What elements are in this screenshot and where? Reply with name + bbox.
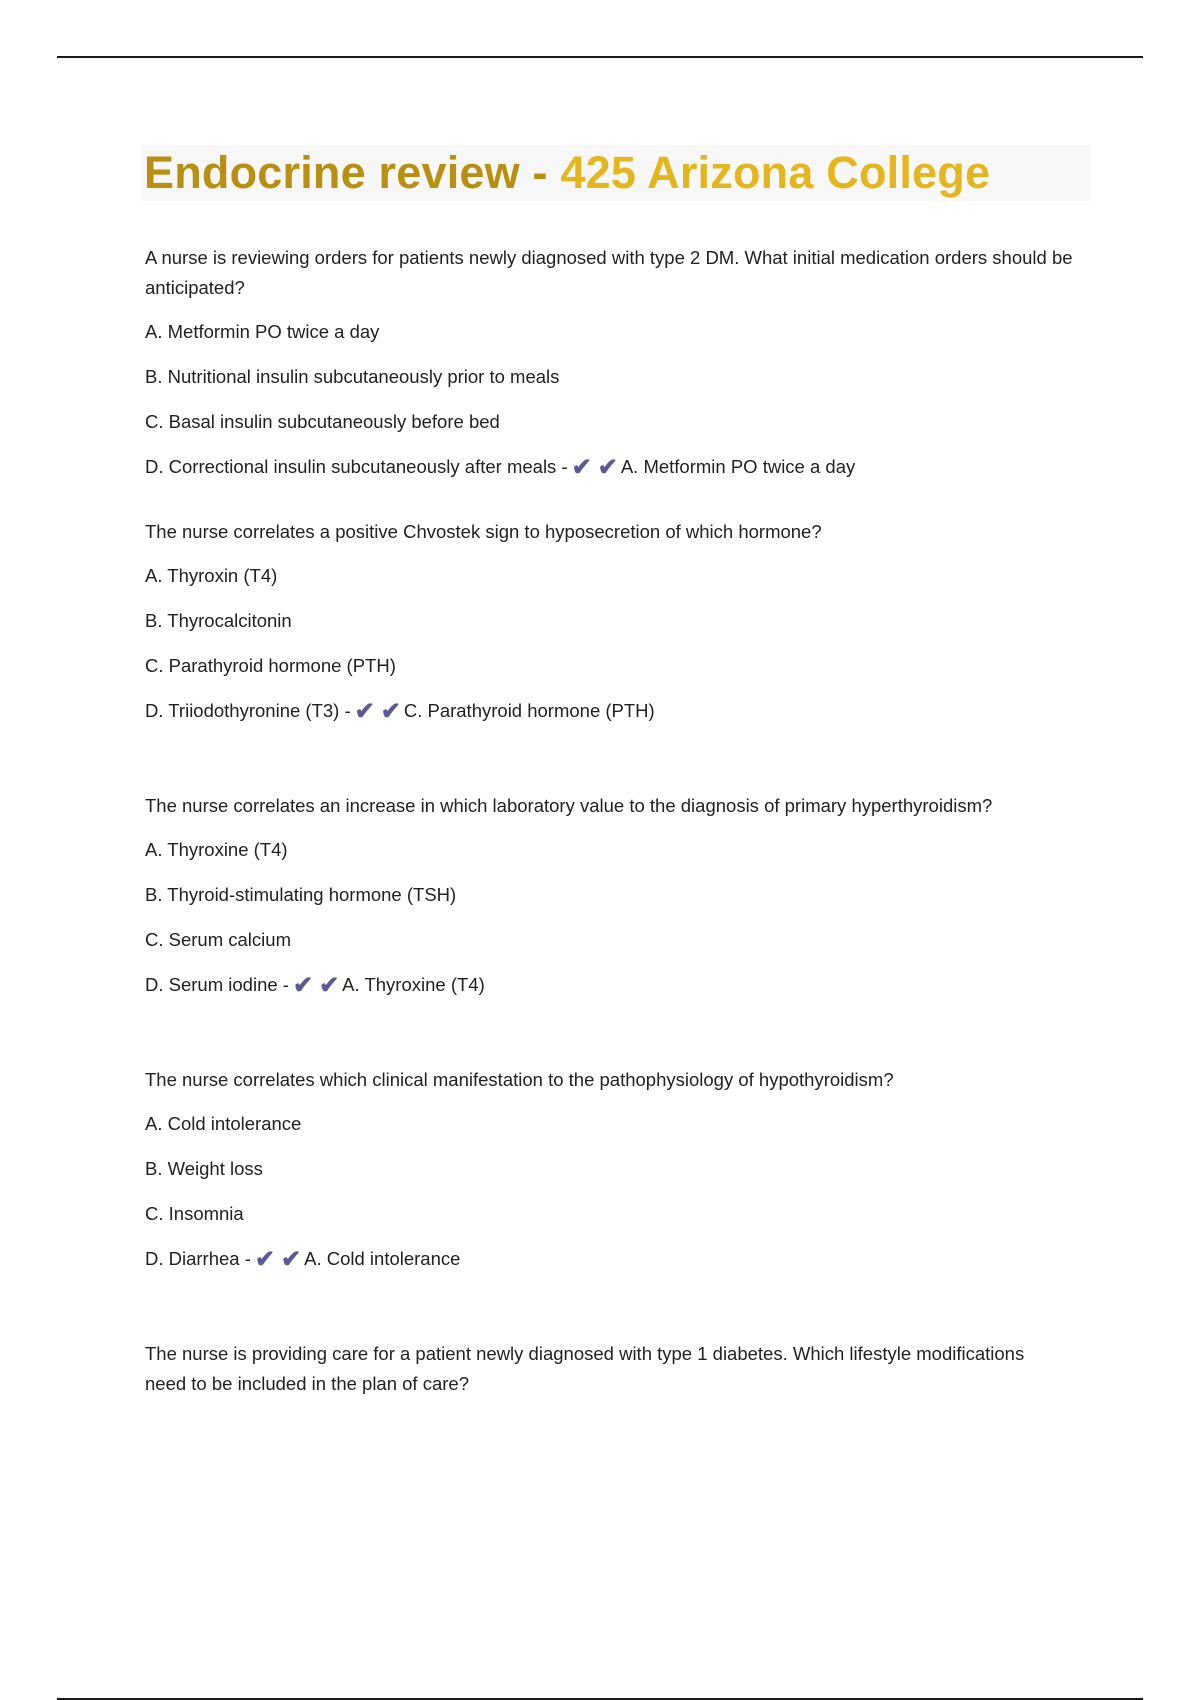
question-text: A nurse is reviewing orders for patients newly diagnosed with type 2 DM. What initial medication orders should be anticipated? <box>145 247 1073 298</box>
document-title <box>144 144 990 202</box>
option-b: B. Nutritional insulin subcutaneously prior to meals <box>145 366 560 387</box>
check-icon: ✔ <box>380 698 401 725</box>
answer-text: C. Parathyroid hormone (PTH) <box>403 700 655 721</box>
option-a: A. Cold intolerance <box>145 1113 302 1134</box>
option-a: A. Metformin PO twice a day <box>145 321 380 342</box>
check-icon: ✔ <box>254 1246 275 1273</box>
option-d-with-answer <box>145 696 1095 727</box>
question-list <box>145 243 1095 1613</box>
question-2 <box>145 517 1095 791</box>
check-icon: ✔ <box>571 454 592 481</box>
option-c: C. Basal insulin subcutaneously before bed <box>145 411 500 432</box>
option-d-with-answer <box>145 970 1095 1001</box>
check-icon: ✔ <box>292 972 314 999</box>
question-text: The nurse is providing care for a patient newly diagnosed with type 1 diabetes. Which lifestyle modifications need to be included in the plan of care? <box>145 1343 1025 1394</box>
option-c: C. Insomnia <box>145 1203 244 1224</box>
check-icon: ✔ <box>597 454 618 481</box>
top-rule <box>57 56 1143 58</box>
option-d: D. Triiodothyronine (T3) - <box>145 700 351 721</box>
option-b: B. Thyroid-stimulating hormone (TSH) <box>145 884 457 905</box>
option-d-with-answer <box>145 452 1095 483</box>
check-icon: ✔ <box>319 972 340 999</box>
option-a: A. Thyroxin (T4) <box>145 565 278 586</box>
answer-text: A. Thyroxine (T4) <box>342 974 485 995</box>
question-1 <box>145 243 1095 517</box>
option-d: D. Diarrhea - <box>145 1248 251 1269</box>
question-3 <box>145 791 1095 1065</box>
question-4 <box>145 1065 1095 1339</box>
question-text: The nurse correlates a positive Chvostek sign to hyposecretion of which hormone? <box>145 521 822 542</box>
answer-text: A. Metformin PO twice a day <box>620 456 856 477</box>
option-b: B. Weight loss <box>145 1158 263 1179</box>
option-d-with-answer <box>145 1244 1095 1275</box>
option-d: D. Serum iodine - <box>145 974 289 995</box>
question-text: The nurse correlates which clinical manifestation to the pathophysiology of hypothyroidism? <box>145 1069 894 1090</box>
answer-text: A. Cold intolerance <box>304 1248 461 1269</box>
title-part-2: 425 Arizona College <box>560 147 991 198</box>
option-c: C. Serum calcium <box>145 929 291 950</box>
option-b: B. Thyrocalcitonin <box>145 610 292 631</box>
question-text: The nurse correlates an increase in which laboratory value to the diagnosis of primary hyperthyroidism? <box>145 795 993 816</box>
option-c: C. Parathyroid hormone (PTH) <box>145 655 396 676</box>
check-icon: ✔ <box>354 698 375 725</box>
option-d: D. Correctional insulin subcutaneously after meals - <box>145 456 568 477</box>
title-part-1: Endocrine review - <box>144 147 561 198</box>
option-a: A. Thyroxine (T4) <box>145 839 288 860</box>
question-5 <box>145 1339 1095 1613</box>
check-icon: ✔ <box>281 1246 302 1273</box>
